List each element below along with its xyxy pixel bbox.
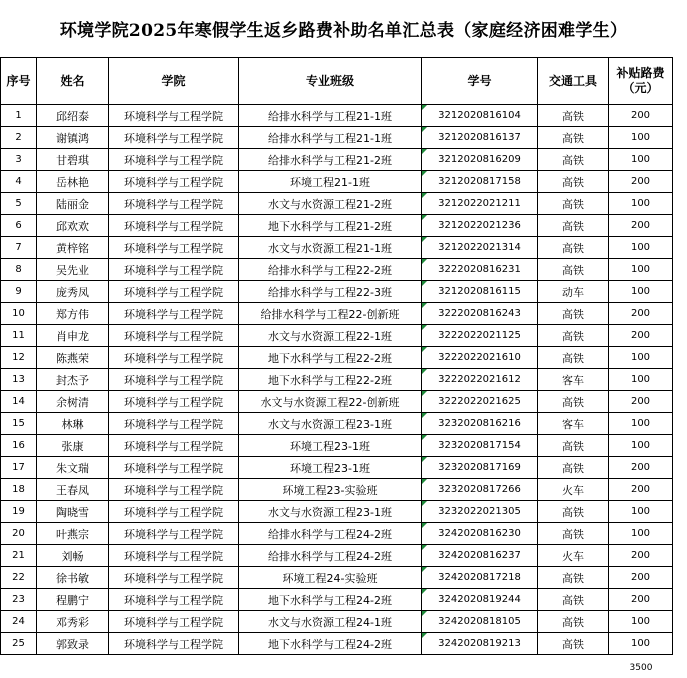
table-row xyxy=(1,281,673,303)
cell-name[interactable]: 程鹏宁 xyxy=(37,589,109,611)
cell-subsidy[interactable]: 200 xyxy=(609,479,673,501)
header-name[interactable]: 姓名 xyxy=(37,58,109,105)
table-row xyxy=(1,369,673,391)
cell-student-id[interactable]: 3242020818105 xyxy=(422,611,538,633)
cell-college[interactable]: 环境科学与工程学院 xyxy=(109,171,239,193)
cell-index[interactable]: 1 xyxy=(1,105,37,127)
cell-index[interactable]: 6 xyxy=(1,215,37,237)
cell-name[interactable]: 叶燕宗 xyxy=(37,523,109,545)
cell-student-id[interactable]: 3212020816137 xyxy=(422,127,538,149)
cell-transport[interactable]: 高铁 xyxy=(538,303,609,325)
cell-college[interactable]: 环境科学与工程学院 xyxy=(109,435,239,457)
cell-transport[interactable]: 高铁 xyxy=(538,149,609,171)
cell-student-id[interactable]: 3222020816231 xyxy=(422,259,538,281)
cell-college[interactable]: 环境科学与工程学院 xyxy=(109,347,239,369)
cell-index[interactable]: 23 xyxy=(1,589,37,611)
cell-name[interactable]: 陶晓雪 xyxy=(37,501,109,523)
cell-college[interactable]: 环境科学与工程学院 xyxy=(109,633,239,655)
table-row xyxy=(1,127,673,149)
cell-name[interactable]: 王春凤 xyxy=(37,479,109,501)
cell-class[interactable]: 水文与水资源工程23-1班 xyxy=(239,501,422,523)
cell-name[interactable]: 朱文瑞 xyxy=(37,457,109,479)
cell-name[interactable]: 吴先业 xyxy=(37,259,109,281)
cell-subsidy[interactable]: 100 xyxy=(609,347,673,369)
cell-index[interactable]: 19 xyxy=(1,501,37,523)
cell-index[interactable]: 18 xyxy=(1,479,37,501)
cell-index[interactable]: 15 xyxy=(1,413,37,435)
cell-transport[interactable]: 高铁 xyxy=(538,259,609,281)
cell-subsidy[interactable]: 100 xyxy=(609,501,673,523)
header-subsidy-line1: 补贴路费 xyxy=(616,66,665,80)
cell-name[interactable]: 肖申龙 xyxy=(37,325,109,347)
table-row xyxy=(1,171,673,193)
cell-transport[interactable]: 动车 xyxy=(538,281,609,303)
cell-student-id[interactable]: 3222022021625 xyxy=(422,391,538,413)
cell-student-id[interactable]: 3212020816115 xyxy=(422,281,538,303)
cell-index[interactable]: 10 xyxy=(1,303,37,325)
cell-class[interactable]: 地下水科学与工程22-2班 xyxy=(239,347,422,369)
header-college[interactable]: 学院 xyxy=(109,58,239,105)
table-row xyxy=(1,611,673,633)
cell-class[interactable]: 环境工程23-1班 xyxy=(239,435,422,457)
cell-subsidy[interactable]: 100 xyxy=(609,281,673,303)
cell-transport[interactable]: 高铁 xyxy=(538,633,609,655)
cell-name[interactable]: 封杰予 xyxy=(37,369,109,391)
cell-name[interactable]: 郭致录 xyxy=(37,633,109,655)
cell-index[interactable]: 14 xyxy=(1,391,37,413)
cell-transport[interactable]: 高铁 xyxy=(538,127,609,149)
cell-class[interactable]: 给排水科学与工程22-3班 xyxy=(239,281,422,303)
cell-name[interactable]: 余树清 xyxy=(37,391,109,413)
header-index[interactable]: 序号 xyxy=(1,58,37,105)
cell-college[interactable]: 环境科学与工程学院 xyxy=(109,611,239,633)
cell-subsidy[interactable]: 100 xyxy=(609,633,673,655)
table-row xyxy=(1,523,673,545)
cell-class[interactable]: 地下水科学与工程24-2班 xyxy=(239,633,422,655)
cell-class[interactable]: 环境工程24-实验班 xyxy=(239,567,422,589)
cell-transport[interactable]: 高铁 xyxy=(538,457,609,479)
cell-transport[interactable]: 高铁 xyxy=(538,325,609,347)
cell-class[interactable]: 给排水科学与工程24-2班 xyxy=(239,545,422,567)
cell-index[interactable]: 9 xyxy=(1,281,37,303)
table-row xyxy=(1,193,673,215)
table-row xyxy=(1,105,673,127)
cell-college[interactable]: 环境科学与工程学院 xyxy=(109,369,239,391)
cell-student-id[interactable]: 3222020816243 xyxy=(422,303,538,325)
cell-name[interactable]: 张康 xyxy=(37,435,109,457)
cell-index[interactable]: 21 xyxy=(1,545,37,567)
table-row xyxy=(1,589,673,611)
cell-name[interactable]: 黄梓铭 xyxy=(37,237,109,259)
cell-class[interactable]: 环境工程21-1班 xyxy=(239,171,422,193)
cell-college[interactable]: 环境科学与工程学院 xyxy=(109,413,239,435)
cell-subsidy[interactable]: 100 xyxy=(609,369,673,391)
cell-transport[interactable]: 火车 xyxy=(538,479,609,501)
cell-subsidy[interactable]: 200 xyxy=(609,171,673,193)
cell-student-id[interactable]: 3212020816104 xyxy=(422,105,538,127)
cell-transport[interactable]: 高铁 xyxy=(538,105,609,127)
cell-transport[interactable]: 火车 xyxy=(538,545,609,567)
cell-index[interactable]: 7 xyxy=(1,237,37,259)
cell-class[interactable]: 水文与水资源工程21-2班 xyxy=(239,193,422,215)
table-row xyxy=(1,215,673,237)
cell-name[interactable]: 刘畅 xyxy=(37,545,109,567)
cell-student-id[interactable]: 3222022021610 xyxy=(422,347,538,369)
cell-name[interactable]: 邓秀彩 xyxy=(37,611,109,633)
cell-subsidy[interactable]: 200 xyxy=(609,545,673,567)
header-student-id[interactable]: 学号 xyxy=(422,58,538,105)
cell-subsidy[interactable]: 200 xyxy=(609,303,673,325)
cell-college[interactable]: 环境科学与工程学院 xyxy=(109,303,239,325)
cell-college[interactable]: 环境科学与工程学院 xyxy=(109,105,239,127)
cell-transport[interactable]: 高铁 xyxy=(538,391,609,413)
cell-student-id[interactable]: 3242020817218 xyxy=(422,567,538,589)
cell-index[interactable]: 12 xyxy=(1,347,37,369)
cell-class[interactable]: 地下水科学与工程21-2班 xyxy=(239,215,422,237)
sheet-title: 环境学院2025年寒假学生返乡路费补助名单汇总表（家庭经济困难学生） xyxy=(59,20,628,41)
cell-college[interactable]: 环境科学与工程学院 xyxy=(109,457,239,479)
cell-student-id[interactable]: 3212022021236 xyxy=(422,215,538,237)
cell-college[interactable]: 环境科学与工程学院 xyxy=(109,193,239,215)
cell-subsidy[interactable]: 100 xyxy=(609,523,673,545)
cell-class[interactable]: 给排水科学与工程24-2班 xyxy=(239,523,422,545)
table-row xyxy=(1,633,673,655)
cell-college[interactable]: 环境科学与工程学院 xyxy=(109,325,239,347)
cell-index[interactable]: 5 xyxy=(1,193,37,215)
cell-college[interactable]: 环境科学与工程学院 xyxy=(109,259,239,281)
cell-college[interactable]: 环境科学与工程学院 xyxy=(109,237,239,259)
cell-class[interactable]: 地下水科学与工程24-2班 xyxy=(239,589,422,611)
cell-transport[interactable]: 高铁 xyxy=(538,567,609,589)
cell-name[interactable]: 庞秀凤 xyxy=(37,281,109,303)
header-row xyxy=(1,58,673,105)
table-row xyxy=(1,325,673,347)
cell-transport[interactable]: 高铁 xyxy=(538,347,609,369)
table-row xyxy=(1,391,673,413)
cell-student-id[interactable]: 3212020816209 xyxy=(422,149,538,171)
cell-class[interactable]: 地下水科学与工程22-2班 xyxy=(239,369,422,391)
cell-class[interactable]: 水文与水资源工程24-1班 xyxy=(239,611,422,633)
cell-college[interactable]: 环境科学与工程学院 xyxy=(109,127,239,149)
cell-subsidy[interactable]: 100 xyxy=(609,149,673,171)
cell-name[interactable]: 谢镇鸿 xyxy=(37,127,109,149)
header-transport[interactable]: 交通工具 xyxy=(538,58,609,105)
cell-student-id[interactable]: 3242020816237 xyxy=(422,545,538,567)
cell-class[interactable]: 给排水科学与工程21-2班 xyxy=(239,149,422,171)
cell-transport[interactable]: 高铁 xyxy=(538,215,609,237)
cell-class[interactable]: 给排水科学与工程22-创新班 xyxy=(239,303,422,325)
cell-subsidy[interactable]: 100 xyxy=(609,259,673,281)
cell-subsidy[interactable]: 100 xyxy=(609,193,673,215)
table-row xyxy=(1,413,673,435)
cell-index[interactable]: 16 xyxy=(1,435,37,457)
cell-name[interactable]: 徐书敏 xyxy=(37,567,109,589)
cell-class[interactable]: 水文与水资源工程22-创新班 xyxy=(239,391,422,413)
table-row xyxy=(1,479,673,501)
cell-transport[interactable]: 高铁 xyxy=(538,237,609,259)
subsidy-table xyxy=(0,57,673,655)
table-row xyxy=(1,457,673,479)
cell-college[interactable]: 环境科学与工程学院 xyxy=(109,567,239,589)
table-row xyxy=(1,545,673,567)
table-row xyxy=(1,567,673,589)
table-row xyxy=(1,237,673,259)
table-row xyxy=(1,303,673,325)
cell-subsidy[interactable]: 200 xyxy=(609,457,673,479)
cell-student-id[interactable]: 3232020816216 xyxy=(422,413,538,435)
cell-college[interactable]: 环境科学与工程学院 xyxy=(109,391,239,413)
cell-class[interactable]: 水文与水资源工程21-1班 xyxy=(239,237,422,259)
cell-subsidy[interactable]: 100 xyxy=(609,435,673,457)
header-class[interactable]: 专业班级 xyxy=(239,58,422,105)
cell-subsidy[interactable]: 100 xyxy=(609,237,673,259)
cell-index[interactable]: 11 xyxy=(1,325,37,347)
cell-index[interactable]: 20 xyxy=(1,523,37,545)
cell-name[interactable]: 邱欢欢 xyxy=(37,215,109,237)
cell-college[interactable]: 环境科学与工程学院 xyxy=(109,149,239,171)
cell-student-id[interactable]: 3242020819213 xyxy=(422,633,538,655)
cell-student-id[interactable]: 3232020817266 xyxy=(422,479,538,501)
header-subsidy-line2: （元） xyxy=(622,81,659,95)
cell-student-id[interactable]: 3212020817158 xyxy=(422,171,538,193)
cell-student-id[interactable]: 3232020817154 xyxy=(422,435,538,457)
cell-student-id[interactable]: 3242020816230 xyxy=(422,523,538,545)
cell-name[interactable]: 陈燕荣 xyxy=(37,347,109,369)
cell-name[interactable]: 林琳 xyxy=(37,413,109,435)
cell-college[interactable]: 环境科学与工程学院 xyxy=(109,523,239,545)
cell-student-id[interactable]: 3212022021314 xyxy=(422,237,538,259)
cell-index[interactable]: 24 xyxy=(1,611,37,633)
cell-class[interactable]: 环境工程23-1班 xyxy=(239,457,422,479)
cell-subsidy[interactable]: 100 xyxy=(609,413,673,435)
cell-transport[interactable]: 高铁 xyxy=(538,611,609,633)
cell-college[interactable]: 环境科学与工程学院 xyxy=(109,545,239,567)
table-row xyxy=(1,149,673,171)
cell-name[interactable]: 岳林艳 xyxy=(37,171,109,193)
cell-class[interactable]: 给排水科学与工程22-2班 xyxy=(239,259,422,281)
cell-index[interactable]: 22 xyxy=(1,567,37,589)
cell-name[interactable]: 邱绍泰 xyxy=(37,105,109,127)
cell-college[interactable]: 环境科学与工程学院 xyxy=(109,479,239,501)
cell-transport[interactable]: 高铁 xyxy=(538,589,609,611)
table-row xyxy=(1,347,673,369)
cell-name[interactable]: 陆丽金 xyxy=(37,193,109,215)
cell-transport[interactable]: 高铁 xyxy=(538,193,609,215)
cell-college[interactable]: 环境科学与工程学院 xyxy=(109,215,239,237)
cell-transport[interactable]: 客车 xyxy=(538,369,609,391)
cell-transport[interactable]: 高铁 xyxy=(538,501,609,523)
cell-class[interactable]: 给排水科学与工程21-1班 xyxy=(239,105,422,127)
table-row xyxy=(1,259,673,281)
cell-student-id[interactable]: 3232020817169 xyxy=(422,457,538,479)
cell-class[interactable]: 环境工程23-实验班 xyxy=(239,479,422,501)
cell-student-id[interactable]: 3222022021612 xyxy=(422,369,538,391)
cell-subsidy[interactable]: 200 xyxy=(609,589,673,611)
cell-student-id[interactable]: 3222022021125 xyxy=(422,325,538,347)
cell-transport[interactable]: 高铁 xyxy=(538,523,609,545)
cell-index[interactable]: 8 xyxy=(1,259,37,281)
cell-subsidy[interactable]: 100 xyxy=(609,611,673,633)
cell-class[interactable]: 给排水科学与工程21-1班 xyxy=(239,127,422,149)
cell-index[interactable]: 25 xyxy=(1,633,37,655)
cell-subsidy[interactable]: 200 xyxy=(609,215,673,237)
cell-index[interactable]: 13 xyxy=(1,369,37,391)
cell-transport[interactable]: 高铁 xyxy=(538,435,609,457)
table-row xyxy=(1,501,673,523)
cell-college[interactable]: 环境科学与工程学院 xyxy=(109,281,239,303)
cell-student-id[interactable]: 3232022021305 xyxy=(422,501,538,523)
cell-name[interactable]: 甘碧琪 xyxy=(37,149,109,171)
cell-transport[interactable]: 高铁 xyxy=(538,171,609,193)
cell-subsidy[interactable]: 200 xyxy=(609,391,673,413)
cell-index[interactable]: 3 xyxy=(1,149,37,171)
cell-college[interactable]: 环境科学与工程学院 xyxy=(109,501,239,523)
cell-subsidy[interactable]: 100 xyxy=(609,127,673,149)
header-subsidy[interactable] xyxy=(609,58,673,105)
cell-index[interactable]: 4 xyxy=(1,171,37,193)
cell-transport[interactable]: 客车 xyxy=(538,413,609,435)
cell-subsidy[interactable]: 200 xyxy=(609,105,673,127)
cell-student-id[interactable]: 3242020819244 xyxy=(422,589,538,611)
cell-student-id[interactable]: 3212022021211 xyxy=(422,193,538,215)
cell-index[interactable]: 2 xyxy=(1,127,37,149)
total-amount[interactable]: 3500 xyxy=(629,663,653,673)
cell-class[interactable]: 水文与水资源工程23-1班 xyxy=(239,413,422,435)
table-row xyxy=(1,435,673,457)
cell-name[interactable]: 郑方伟 xyxy=(37,303,109,325)
cell-index[interactable]: 17 xyxy=(1,457,37,479)
cell-subsidy[interactable]: 200 xyxy=(609,567,673,589)
cell-class[interactable]: 水文与水资源工程22-1班 xyxy=(239,325,422,347)
cell-subsidy[interactable]: 200 xyxy=(609,325,673,347)
cell-college[interactable]: 环境科学与工程学院 xyxy=(109,589,239,611)
